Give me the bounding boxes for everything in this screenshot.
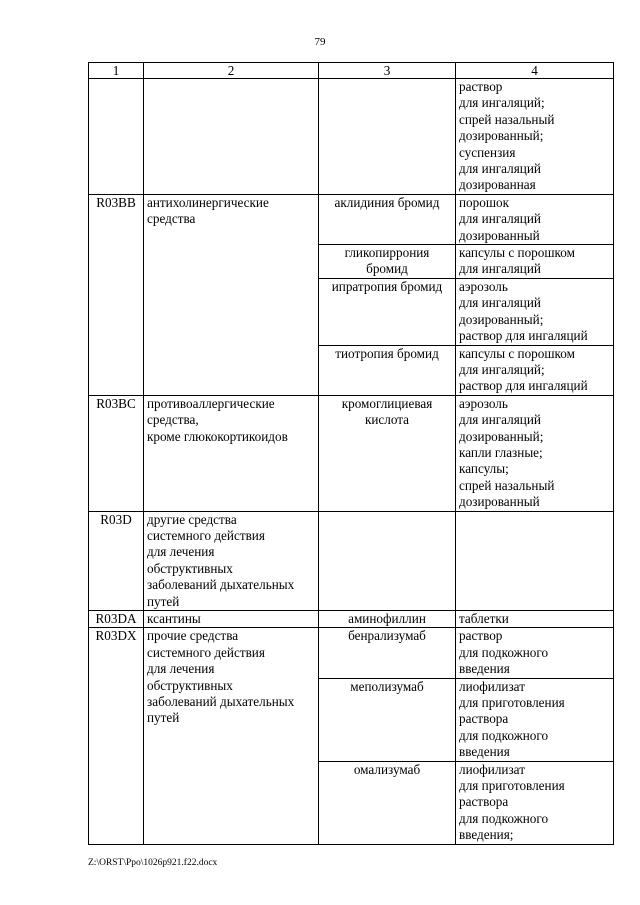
group-name-line: средства [147,211,196,227]
group-name-line: для лечения [147,661,215,677]
drug-name-cell [319,245,456,279]
drug-name-line: бенрализумаб [348,628,426,644]
dosage-form-line: введения [459,744,510,760]
atc-code-cell: R03D [89,511,144,610]
group-name-line: другие средства [147,511,237,527]
group-name-line: средства, [147,412,199,428]
drug-name-cell [319,628,456,678]
dosage-form-line: дозированный; [459,311,544,327]
dosage-form-line: раствор [459,628,503,644]
drug-name-line: гликопиррония [344,245,430,261]
dosage-form-line: таблетки [459,611,509,626]
drug-name-cell [319,79,456,195]
dosage-form-cell [456,511,614,610]
dosage-form-line: раствор [459,79,503,94]
dosage-form-line: для ингаляций [459,295,541,311]
group-name-line: ксантины [147,611,201,626]
footer-file-path: Z:\ORST\Ppo\1026p921.f22.docx [88,858,218,868]
drug-name-cell [319,395,456,511]
group-name-line: обструктивных [147,677,233,693]
dosage-form-line: капсулы; [459,461,509,477]
drug-name-cell [319,611,456,628]
group-name-cell [144,628,319,844]
dosage-form-cell [456,79,614,195]
dosage-form-line: введения [459,661,510,677]
dosage-form-line: дозированный [459,494,540,510]
drug-name-cell [319,345,456,395]
dosage-form-line: раствор для ингаляций [459,378,588,394]
atc-code-cell: R03DX [89,628,144,844]
group-name-cell [144,395,319,511]
table-row [89,79,614,195]
dosage-form-cell [456,245,614,279]
atc-code-cell: R03DA [89,611,144,628]
table-row [89,611,614,628]
atc-code-cell [89,79,144,195]
drug-name-line: аминофиллин [348,611,426,626]
dosage-form-cell [456,611,614,628]
drug-name-line: меполизумаб [350,678,424,694]
drug-name-line: кислота [364,412,410,428]
dosage-form-line: для ингаляций; [459,361,545,377]
dosage-form-cell [456,278,614,345]
atc-code-cell: R03BC [89,395,144,511]
dosage-form-line: для подкожного [459,727,549,743]
dosage-form-line: лиофилизат [459,678,525,694]
dosage-form-line: для ингаляций [459,261,541,277]
page-number: 79 [314,36,326,48]
dosage-form-line: раствора [459,711,509,727]
group-name-line: антихолинергические [147,194,269,210]
dosage-form-line: спрей назальный [459,477,555,493]
drug-name-cell [319,194,456,244]
group-name-cell [144,79,319,195]
dosage-form-cell [456,761,614,844]
dosage-form-line: для ингаляций [459,412,541,428]
dosage-form-line: дозированная [459,177,536,193]
group-name-line: системного действия [147,644,265,660]
drug-name-line: аклидиния бромид [334,194,440,210]
drug-name-cell [319,678,456,761]
dosage-form-line: для ингаляций [459,211,541,227]
group-name-cell [144,511,319,610]
drug-name-cell [319,511,456,610]
dosage-form-line: для ингаляций [459,161,541,177]
drug-name-cell [319,761,456,844]
dosage-form-cell [456,628,614,678]
drug-name-line: кромоглициевая [341,395,433,411]
group-name-line: противоаллергические [147,395,275,411]
dosage-form-line: суспензия [459,144,516,160]
dosage-form-line: для подкожного [459,810,549,826]
group-name-cell [144,611,319,628]
drug-name-cell [319,278,456,345]
group-name-line: для лечения [147,544,215,560]
dosage-form-line: аэрозоль [459,278,508,294]
dosage-form-line: капсулы с порошком [459,245,575,261]
table-row [89,628,614,678]
dosage-form-line: аэрозоль [459,395,508,411]
dosage-form-line: для приготовления [459,695,565,711]
dosage-form-cell [456,345,614,395]
column-header-1: 1 [89,63,144,79]
dosage-form-line: для подкожного [459,644,549,660]
dosage-form-line: порошок [459,194,509,210]
table-row [89,511,614,610]
drug-name-line: тиотропия бромид [335,345,439,361]
group-name-line: кроме глюкокортикоидов [147,428,288,444]
group-name-line: путей [147,593,180,609]
group-name-line: заболеваний дыхательных [147,577,295,593]
dosage-form-line: для ингаляций; [459,95,545,111]
column-header-3: 3 [319,63,456,79]
dosage-form-line: для приготовления [459,778,565,794]
dosage-form-cell [456,395,614,511]
group-name-line: путей [147,710,180,726]
dosage-form-line: спрей назальный [459,111,555,127]
dosage-form-cell [456,194,614,244]
table-header-row [89,63,614,79]
dosage-form-line: капли глазные; [459,444,543,460]
table-row [89,395,614,511]
drug-name-line: ипратропия бромид [331,278,443,294]
group-name-line: прочие средства [147,628,239,644]
group-name-line: заболеваний дыхательных [147,694,295,710]
dosage-form-line: капсулы с порошком [459,345,575,361]
column-header-2: 2 [144,63,319,79]
drug-table [88,62,614,845]
dosage-form-cell [456,678,614,761]
dosage-form-line: раствор для ингаляций [459,328,588,344]
atc-code-cell: R03BB [89,194,144,395]
drug-name-line: омализумаб [353,761,421,777]
dosage-form-line: дозированный [459,227,540,243]
dosage-form-line: дозированный; [459,428,544,444]
table-row [89,194,614,244]
dosage-form-line: дозированный; [459,128,544,144]
dosage-form-line: раствора [459,794,509,810]
group-name-cell [144,194,319,395]
group-name-line: обструктивных [147,560,233,576]
dosage-form-line: введения; [459,827,514,843]
column-header-4: 4 [456,63,614,79]
group-name-line: системного действия [147,527,265,543]
dosage-form-line: лиофилизат [459,761,525,777]
drug-name-line: бромид [366,261,408,277]
